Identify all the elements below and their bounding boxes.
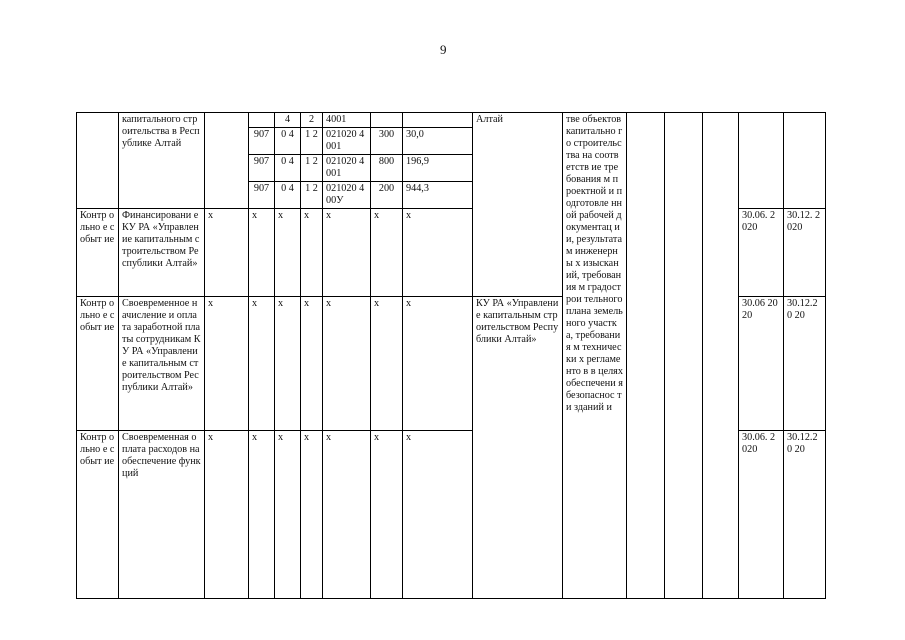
start-date-cell: 30.06. 2020 [739,431,784,599]
expense-type-cell [371,113,403,128]
empty-cell [205,113,249,209]
target-article-cell: 021020 400У [323,182,371,209]
executor-main: КУ РА «Управление капитальным строительством Республики Алтай» [476,298,559,345]
grbs-cell [249,113,275,128]
event-label-cell: Контр ольно е событ ие [77,431,119,599]
amount-cell: 944,3 [403,182,473,209]
section-cell: 0 4 [275,155,301,182]
section-cell: 0 4 [275,128,301,155]
x-cell: х [275,297,301,431]
expense-type-cell: 200 [371,182,403,209]
x-cell: х [371,209,403,297]
x-cell: х [403,297,473,431]
x-cell: х [205,297,249,431]
x-cell: х [205,431,249,599]
start-date-cell: 30.06. 2020 [739,209,784,297]
end-date-cell: 30.12.20 20 [784,297,826,431]
x-cell: х [371,431,403,599]
end-date-cell: 30.12.20 20 [784,431,826,599]
subsection-cell: 2 [301,113,323,128]
event-name-cell: Своевременная оплата расходов на обеспечение функций [119,431,205,599]
x-cell: х [301,209,323,297]
x-cell: х [403,209,473,297]
target-article-cell: 021020 4001 [323,128,371,155]
grbs-cell: 907 [249,182,275,209]
result-cell [563,113,627,599]
x-cell: х [323,431,371,599]
x-cell: х [249,297,275,431]
target-article-cell: 4001 [323,113,371,128]
program-table [76,112,826,599]
subsection-cell: 1 2 [301,182,323,209]
executor-top: Алтай [476,114,503,125]
x-cell: х [205,209,249,297]
x-cell: х [249,431,275,599]
event-label-cell: Контр ольно е событ ие [77,297,119,431]
end-date-cell: 30.12. 2020 [784,209,826,297]
event-label-cell [77,113,119,209]
x-cell: х [403,431,473,599]
x-cell: х [301,431,323,599]
x-cell: х [301,297,323,431]
empty-cell [627,113,665,599]
event-name: капитального строительства в Республике Алтай [122,114,200,149]
empty-cell [784,113,826,209]
page-number: 9 [440,42,447,57]
amount-cell: 30,0 [403,128,473,155]
target-article-cell: 021020 4001 [323,155,371,182]
x-cell: х [275,209,301,297]
x-cell: х [275,431,301,599]
subsection-cell: 1 2 [301,128,323,155]
x-cell: х [323,209,371,297]
event-name-cell: Финансировани е КУ РА «Управление капитальным строительством Республики Алтай» [119,209,205,297]
x-cell: х [249,209,275,297]
expense-type-cell: 300 [371,128,403,155]
result-text: тве объектов капитально го строительс тва на соответств ие требования м проектной и подготовле нной рабочей документац ии, результата м инженерны х изысканий, требования м градострои тельного плана земельного участка, требования м технически х регламенто в в целях обеспечени я безопаснос ти зданий и [566,114,623,413]
x-cell: х [371,297,403,431]
empty-cell [739,113,784,209]
event-name-cell [119,113,205,209]
table-row [77,113,826,128]
executor-cell [473,297,563,599]
grbs-cell: 907 [249,155,275,182]
empty-cell [665,113,703,599]
grbs-cell: 907 [249,128,275,155]
event-name-cell: Своевременное начисление и оплата заработной платы сотрудникам КУ РА «Управление капитальным строительством Республики Алтай» [119,297,205,431]
event-label-cell: Контр ольно е событ ие [77,209,119,297]
section-cell: 4 [275,113,301,128]
start-date-cell: 30.06 2020 [739,297,784,431]
expense-type-cell: 800 [371,155,403,182]
amount-cell [403,113,473,128]
section-cell: 0 4 [275,182,301,209]
executor-cell [473,113,563,297]
subsection-cell: 1 2 [301,155,323,182]
amount-cell: 196,9 [403,155,473,182]
x-cell: х [323,297,371,431]
empty-cell [703,113,739,599]
